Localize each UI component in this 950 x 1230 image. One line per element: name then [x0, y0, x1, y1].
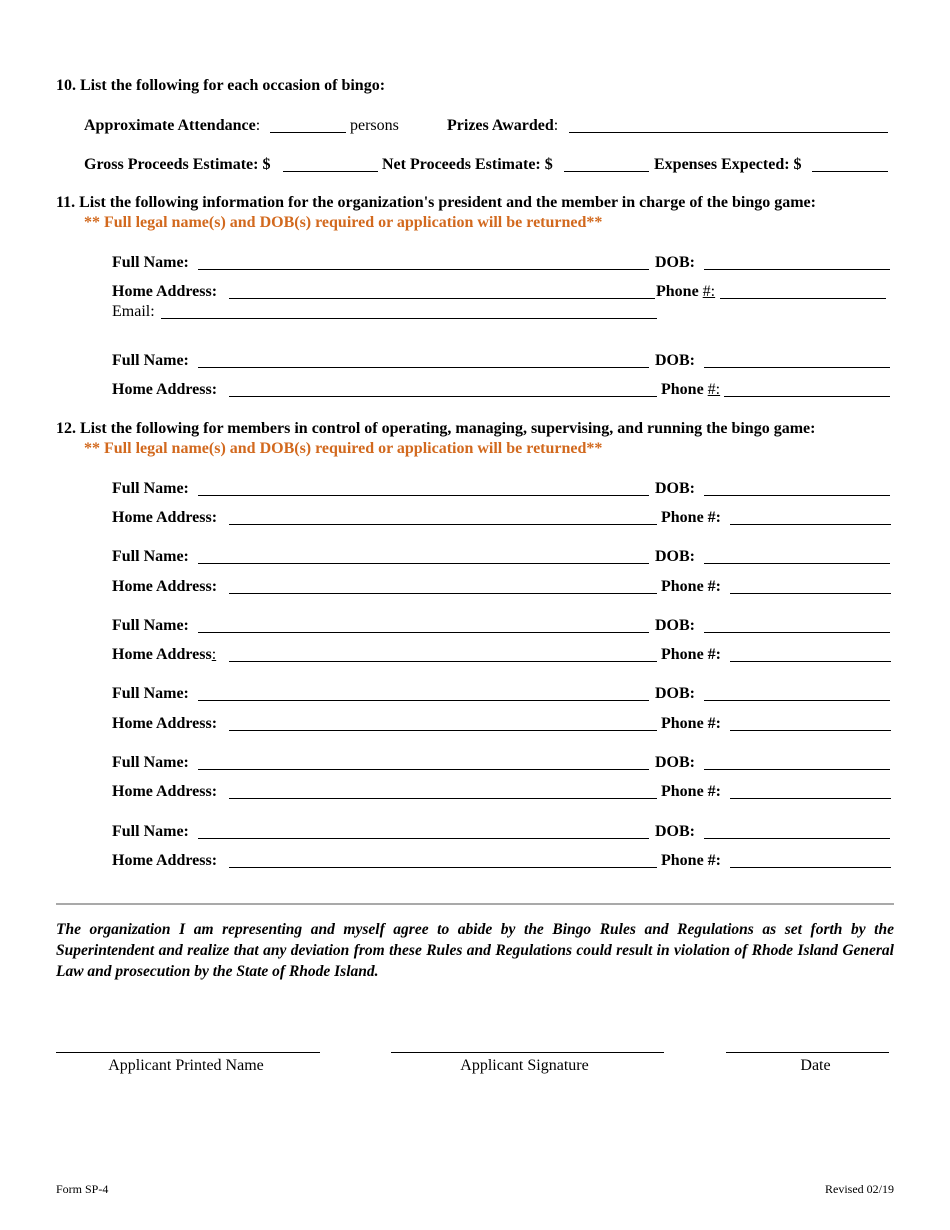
- home-address-field[interactable]: [229, 712, 657, 731]
- printed-name-label: Applicant Printed Name: [108, 1057, 264, 1074]
- phone-field[interactable]: [730, 712, 891, 731]
- dob-field[interactable]: [704, 682, 890, 701]
- dob-field[interactable]: [704, 751, 890, 770]
- dob-field[interactable]: [704, 349, 890, 368]
- home-address-label: Home Address:: [112, 381, 218, 398]
- full-name-field[interactable]: [198, 251, 649, 270]
- full-name-label: Full Name:: [112, 617, 189, 634]
- home-address-label: Home Address:: [112, 578, 218, 595]
- attendance-label: Approximate Attendance: [84, 117, 256, 134]
- section-10-heading: 10. List the following for each occasion of bingo:: [56, 77, 386, 94]
- full-name-label: Full Name:: [112, 823, 189, 840]
- phone-label: Phone #:: [661, 852, 721, 869]
- signature-label: Applicant Signature: [460, 1057, 589, 1074]
- phone-label: Phone #:: [661, 578, 721, 595]
- phone-field[interactable]: [730, 506, 891, 525]
- full-name-label: Full Name:: [112, 352, 189, 369]
- prizes-label-group: [447, 116, 558, 136]
- section-11-warning: ** Full legal name(s) and DOB(s) required or application will be returned**: [84, 214, 603, 231]
- email-field[interactable]: [161, 300, 657, 319]
- dob-field[interactable]: [704, 545, 890, 564]
- phone-field[interactable]: [730, 849, 891, 868]
- gross-proceeds-field[interactable]: [283, 153, 378, 172]
- dob-label: DOB:: [655, 685, 695, 702]
- dob-label: DOB:: [655, 254, 695, 271]
- home-address-field[interactable]: [229, 780, 657, 799]
- attendance-label-group: [84, 116, 260, 136]
- email-label: Email:: [112, 303, 155, 320]
- full-name-label: Full Name:: [112, 480, 189, 497]
- phone-label: Phone: [656, 283, 703, 300]
- home-address-label: Home Address:: [112, 715, 218, 732]
- home-address-field[interactable]: [229, 849, 657, 868]
- date-label: Date: [800, 1057, 831, 1074]
- section-11-heading: 11. List the following information for the organization's president and the member in charge of the bingo game:: [56, 194, 816, 211]
- phone-label: Phone #:: [661, 646, 721, 663]
- home-address-label: Home Address:: [112, 852, 218, 869]
- expenses-label: Expenses Expected: $: [654, 156, 802, 173]
- dob-label: DOB:: [655, 480, 695, 497]
- prizes-colon: :: [553, 117, 559, 134]
- phone-label: Phone #:: [661, 783, 721, 800]
- full-name-field[interactable]: [198, 545, 649, 564]
- phone-label: Phone #:: [661, 509, 721, 526]
- full-name-field[interactable]: [198, 349, 649, 368]
- phone-field[interactable]: [730, 780, 891, 799]
- phone-field[interactable]: [730, 575, 891, 594]
- net-proceeds-field[interactable]: [564, 153, 649, 172]
- full-name-label: Full Name:: [112, 254, 189, 271]
- section-12-heading: 12. List the following for members in control of operating, managing, supervising, and running the bingo game:: [56, 420, 816, 437]
- dob-field[interactable]: [704, 614, 890, 633]
- full-name-field[interactable]: [198, 682, 649, 701]
- dob-label: DOB:: [655, 548, 695, 565]
- home-address-label: Home Address: [112, 646, 212, 663]
- attendance-colon: :: [255, 117, 261, 134]
- section-12-warning: ** Full legal name(s) and DOB(s) required or application will be returned**: [84, 440, 603, 457]
- full-name-label: Full Name:: [112, 754, 189, 771]
- phone-label: Phone #:: [661, 715, 721, 732]
- agreement-statement: The organization I am representing and myself agree to abide by the Bingo Rules and Regulations as set forth by the Superintendent and realize that any deviation from these Rules and Regulations could result in violation of Rhode Island General Law and prosecution by the State of Rhode Island.: [56, 921, 894, 980]
- home-address-label: Home Address:: [112, 509, 218, 526]
- home-address-field[interactable]: [229, 378, 657, 397]
- home-address-label: Home Address:: [112, 783, 218, 800]
- full-name-field[interactable]: [198, 477, 649, 496]
- dob-field[interactable]: [704, 477, 890, 496]
- phone-field[interactable]: [730, 643, 891, 662]
- home-address-label-group: [112, 645, 216, 665]
- revised-date: Revised 02/19: [825, 1182, 894, 1196]
- phone-hash: #:: [707, 381, 721, 398]
- attendance-unit: persons: [350, 117, 399, 134]
- home-address-field[interactable]: [229, 506, 657, 525]
- phone-label: Phone: [661, 381, 708, 398]
- dob-label: DOB:: [655, 823, 695, 840]
- phone-hash: #:: [702, 283, 716, 300]
- dob-field[interactable]: [704, 820, 890, 839]
- full-name-field[interactable]: [198, 751, 649, 770]
- home-address-colon: :: [211, 646, 217, 663]
- attendance-field[interactable]: [270, 114, 346, 133]
- full-name-field[interactable]: [198, 614, 649, 633]
- prizes-label: Prizes Awarded: [447, 117, 554, 134]
- home-address-field[interactable]: [229, 280, 655, 299]
- full-name-label: Full Name:: [112, 548, 189, 565]
- full-name-label: Full Name:: [112, 685, 189, 702]
- phone-field[interactable]: [720, 280, 886, 299]
- home-address-field[interactable]: [229, 575, 657, 594]
- phone-label-group: [656, 282, 715, 302]
- signature-field[interactable]: [391, 1052, 664, 1053]
- dob-label: DOB:: [655, 617, 695, 634]
- full-name-field[interactable]: [198, 820, 649, 839]
- dob-field[interactable]: [704, 251, 890, 270]
- home-address-label: Home Address:: [112, 283, 218, 300]
- date-field[interactable]: [726, 1052, 889, 1053]
- dob-label: DOB:: [655, 352, 695, 369]
- section-divider: [56, 903, 894, 905]
- printed-name-field[interactable]: [56, 1052, 320, 1053]
- expenses-field[interactable]: [812, 153, 888, 172]
- phone-field[interactable]: [724, 378, 890, 397]
- dob-label: DOB:: [655, 754, 695, 771]
- net-proceeds-label: Net Proceeds Estimate: $: [382, 156, 553, 173]
- phone-label-group: [661, 380, 720, 400]
- gross-proceeds-label: Gross Proceeds Estimate: $: [84, 156, 271, 173]
- home-address-field[interactable]: [229, 643, 657, 662]
- form-id: Form SP-4: [56, 1182, 109, 1196]
- prizes-awarded-field[interactable]: [569, 114, 888, 133]
